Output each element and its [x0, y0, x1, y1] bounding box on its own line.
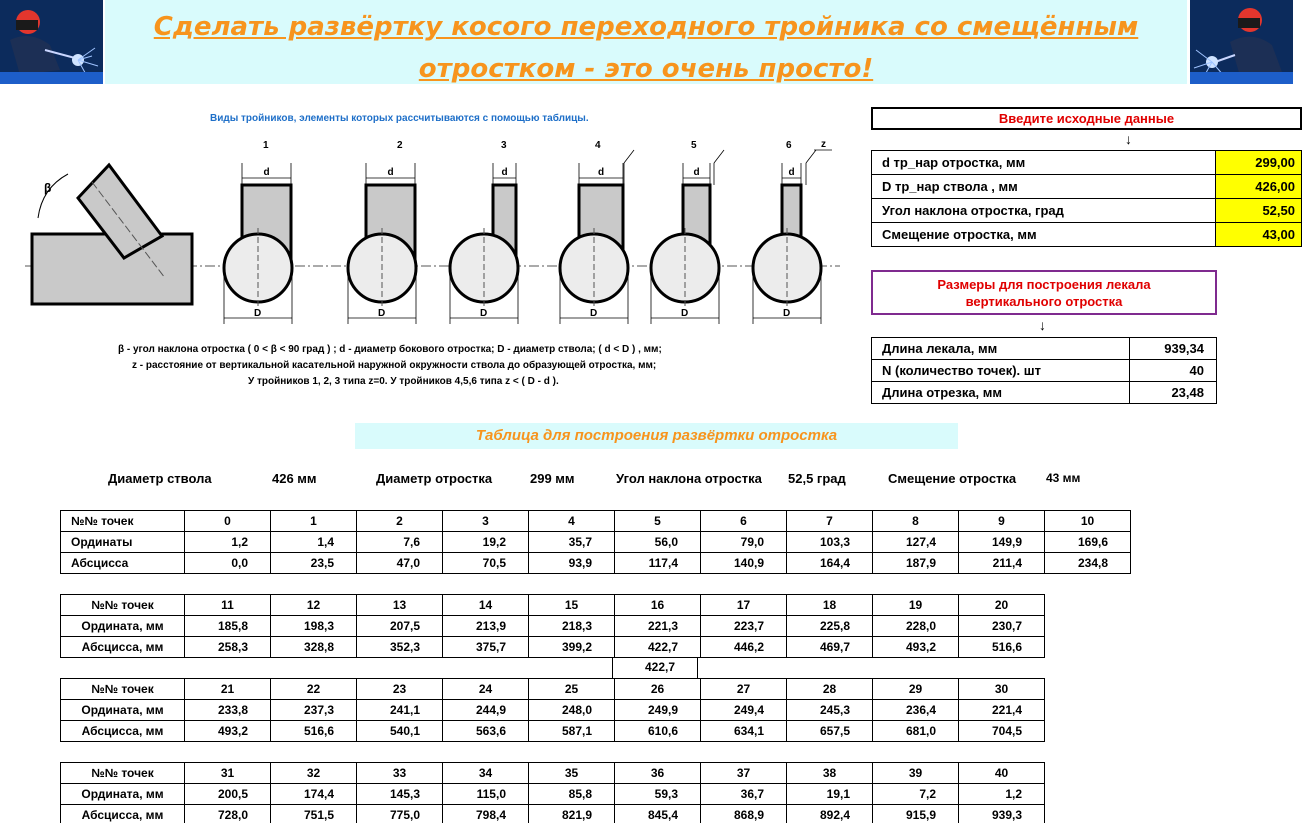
- point-number-cell: 3: [443, 511, 529, 532]
- tee-type-number: 2: [397, 140, 403, 151]
- trunk-diameter-input[interactable]: 426,00: [1216, 175, 1302, 199]
- ordinate-row: [61, 784, 1045, 805]
- abscissa-cell: 681,0: [873, 721, 959, 742]
- point-number-cell: 25: [529, 679, 615, 700]
- template-sizes-table: [871, 337, 1217, 404]
- abscissa-cell: 657,5: [787, 721, 873, 742]
- ordinate-cell: 85,8: [529, 784, 615, 805]
- point-number-cell: 19: [873, 595, 959, 616]
- row-header: Абсцисса, мм: [61, 805, 185, 823]
- abscissa-cell: 258,3: [185, 637, 271, 658]
- point-number-cell: 29: [873, 679, 959, 700]
- ordinate-cell: 7,2: [873, 784, 959, 805]
- dim-z-leader: [714, 150, 724, 163]
- point-number-cell: 17: [701, 595, 787, 616]
- welder-logo-left: [0, 0, 103, 84]
- tee-type-number: 3: [501, 140, 507, 151]
- template-sizes-title: [871, 270, 1217, 315]
- point-number-cell: 40: [959, 763, 1045, 784]
- point-number-cell: 20: [959, 595, 1045, 616]
- abscissa-cell: 493,2: [185, 721, 271, 742]
- offset-input[interactable]: 43,00: [1216, 223, 1302, 247]
- points-table-4: [60, 762, 1045, 823]
- input-data-title: Введите исходные данные: [871, 107, 1302, 130]
- point-number-cell: 31: [185, 763, 271, 784]
- abscissa-cell: 422,7: [615, 637, 701, 658]
- point-number-cell: 36: [615, 763, 701, 784]
- output-label: N (количество точек). шт: [872, 360, 1130, 382]
- legend-line3: У тройников 1, 2, 3 типа z=0. У тройников 4,5,6 типа z < ( D - d ).: [248, 376, 559, 387]
- extra-value-cell: 422,7: [612, 657, 698, 678]
- ordinate-cell: 115,0: [443, 784, 529, 805]
- abscissa-cell: 775,0: [357, 805, 443, 823]
- points-row: [61, 763, 1045, 784]
- point-number-cell: 26: [615, 679, 701, 700]
- page-title-line1: Сделать развёртку косого переходного тройника со смещённым: [153, 12, 1139, 42]
- ordinate-cell: 35,7: [529, 532, 615, 553]
- abscissa-cell: 798,4: [443, 805, 529, 823]
- ordinate-row: [61, 700, 1045, 721]
- point-number-cell: 35: [529, 763, 615, 784]
- abscissa-cell: 845,4: [615, 805, 701, 823]
- point-number-cell: 37: [701, 763, 787, 784]
- row-header: Ординаты: [61, 532, 185, 553]
- points-count-value: 40: [1130, 360, 1217, 382]
- tee-types-diagram: [20, 108, 850, 398]
- down-arrow-icon: ↓: [1125, 131, 1132, 147]
- trunk-diameter-label: Диаметр ствола: [108, 471, 212, 486]
- input-row-offset: [872, 223, 1302, 247]
- oblique-tee-figure: [32, 165, 192, 304]
- dim-D-label: D: [681, 308, 689, 319]
- ordinate-cell: 218,3: [529, 616, 615, 637]
- dim-D-label: D: [480, 308, 488, 319]
- point-number-cell: 32: [271, 763, 357, 784]
- point-number-cell: 4: [529, 511, 615, 532]
- abscissa-cell: 140,9: [701, 553, 787, 574]
- input-row-angle: [872, 199, 1302, 223]
- dim-z-label: z: [821, 139, 826, 150]
- input-data-table: [871, 150, 1302, 247]
- abscissa-cell: 939,3: [959, 805, 1045, 823]
- dim-D-label: D: [254, 308, 262, 319]
- output-row: [872, 338, 1217, 360]
- points-row: [61, 511, 1131, 532]
- point-number-cell: 38: [787, 763, 873, 784]
- offset-label: Смещение отростка: [888, 471, 1017, 486]
- row-header: №№ точек: [61, 595, 185, 616]
- abscissa-cell: 563,6: [443, 721, 529, 742]
- abscissa-cell: 399,2: [529, 637, 615, 658]
- ordinate-cell: 228,0: [873, 616, 959, 637]
- segment-length-value: 23,48: [1130, 382, 1217, 404]
- ordinate-cell: 241,1: [357, 700, 443, 721]
- tee-type-number: 6: [786, 140, 792, 151]
- ordinate-cell: 127,4: [873, 532, 959, 553]
- abscissa-cell: 446,2: [701, 637, 787, 658]
- abscissa-row: [61, 721, 1045, 742]
- template-title-line1: Размеры для построения лекала: [937, 277, 1151, 292]
- abscissa-cell: 328,8: [271, 637, 357, 658]
- down-arrow-icon: ↓: [1039, 317, 1046, 333]
- ordinate-cell: 207,5: [357, 616, 443, 637]
- row-header: №№ точек: [61, 679, 185, 700]
- point-number-cell: 18: [787, 595, 873, 616]
- dim-z-leader: [806, 150, 816, 163]
- point-number-cell: 39: [873, 763, 959, 784]
- tee-type-number: 1: [263, 140, 269, 151]
- dim-d-label: d: [501, 167, 508, 178]
- angle-value: 52,5 град: [788, 471, 846, 486]
- point-number-cell: 33: [357, 763, 443, 784]
- ordinate-cell: 237,3: [271, 700, 357, 721]
- abscissa-cell: 70,5: [443, 553, 529, 574]
- tee-type-number: 4: [595, 140, 601, 151]
- dim-d-label: d: [598, 167, 605, 178]
- abscissa-cell: 211,4: [959, 553, 1045, 574]
- point-number-cell: 21: [185, 679, 271, 700]
- abscissa-cell: 751,5: [271, 805, 357, 823]
- point-number-cell: 15: [529, 595, 615, 616]
- abscissa-row: [61, 805, 1045, 823]
- ordinate-row: [61, 532, 1131, 553]
- welder-logo-right: [1190, 0, 1293, 84]
- offset-value: 43 мм: [1046, 471, 1081, 485]
- abscissa-cell: 516,6: [271, 721, 357, 742]
- abscissa-cell: 234,8: [1045, 553, 1131, 574]
- row-header: Ордината, мм: [61, 700, 185, 721]
- dim-z-leader: [624, 150, 634, 163]
- abscissa-row: [61, 637, 1045, 658]
- ordinate-cell: 249,4: [701, 700, 787, 721]
- ordinate-cell: 174,4: [271, 784, 357, 805]
- dim-d-label: d: [263, 167, 270, 178]
- ordinate-cell: 59,3: [615, 784, 701, 805]
- dim-d-label: d: [788, 167, 795, 178]
- legend-line2: z - расстояние от вертикальной касательной наружной окружности ствола до образующей отростка, мм;: [132, 360, 657, 371]
- ordinate-cell: 236,4: [873, 700, 959, 721]
- ordinate-cell: 213,9: [443, 616, 529, 637]
- point-number-cell: 6: [701, 511, 787, 532]
- abscissa-cell: 610,6: [615, 721, 701, 742]
- ordinate-cell: 223,7: [701, 616, 787, 637]
- points-table-2: [60, 594, 1045, 658]
- table-title: Таблица для построения развёртки отростка: [355, 423, 958, 449]
- ordinate-cell: 145,3: [357, 784, 443, 805]
- ordinate-cell: 1,2: [185, 532, 271, 553]
- abscissa-row: [61, 553, 1131, 574]
- ordinate-cell: 1,2: [959, 784, 1045, 805]
- branch-diameter-input[interactable]: 299,00: [1216, 151, 1302, 175]
- row-header: Ордината, мм: [61, 616, 185, 637]
- dim-D-label: D: [378, 308, 386, 319]
- input-label: Угол наклона отростка, град: [872, 199, 1216, 223]
- abscissa-cell: 93,9: [529, 553, 615, 574]
- page-title-line2: отростком - это очень просто!: [418, 54, 874, 84]
- point-number-cell: 27: [701, 679, 787, 700]
- abscissa-cell: 516,6: [959, 637, 1045, 658]
- abscissa-cell: 164,4: [787, 553, 873, 574]
- point-number-cell: 11: [185, 595, 271, 616]
- point-number-cell: 9: [959, 511, 1045, 532]
- row-header: Абсцисса, мм: [61, 637, 185, 658]
- point-number-cell: 5: [615, 511, 701, 532]
- ordinate-cell: 19,2: [443, 532, 529, 553]
- point-number-cell: 2: [357, 511, 443, 532]
- points-table-1: [60, 510, 1131, 574]
- points-table-3: [60, 678, 1045, 742]
- template-length-value: 939,34: [1130, 338, 1217, 360]
- ordinate-cell: 7,6: [357, 532, 443, 553]
- abscissa-cell: 704,5: [959, 721, 1045, 742]
- ordinate-cell: 36,7: [701, 784, 787, 805]
- dim-D-label: D: [783, 308, 791, 319]
- row-header: Абсцисса: [61, 553, 185, 574]
- points-row: [61, 595, 1045, 616]
- input-row-trunk-diameter: [872, 175, 1302, 199]
- abscissa-cell: 634,1: [701, 721, 787, 742]
- ordinate-cell: 169,6: [1045, 532, 1131, 553]
- ordinate-row: [61, 616, 1045, 637]
- ordinate-cell: 248,0: [529, 700, 615, 721]
- point-number-cell: 0: [185, 511, 271, 532]
- point-number-cell: 10: [1045, 511, 1131, 532]
- ordinate-cell: 1,4: [271, 532, 357, 553]
- ordinate-cell: 225,8: [787, 616, 873, 637]
- point-number-cell: 22: [271, 679, 357, 700]
- trunk-diameter-value: 426 мм: [272, 471, 317, 486]
- output-row: [872, 360, 1217, 382]
- abscissa-cell: 187,9: [873, 553, 959, 574]
- abscissa-cell: 892,4: [787, 805, 873, 823]
- abscissa-cell: 587,1: [529, 721, 615, 742]
- abscissa-cell: 915,9: [873, 805, 959, 823]
- tee-type-number: 5: [691, 140, 697, 151]
- ordinate-cell: 249,9: [615, 700, 701, 721]
- point-number-cell: 16: [615, 595, 701, 616]
- angle-input[interactable]: 52,50: [1216, 199, 1302, 223]
- output-label: Длина отрезка, мм: [872, 382, 1130, 404]
- abscissa-cell: 375,7: [443, 637, 529, 658]
- point-number-cell: 14: [443, 595, 529, 616]
- abscissa-cell: 868,9: [701, 805, 787, 823]
- ordinate-cell: 244,9: [443, 700, 529, 721]
- ordinate-cell: 198,3: [271, 616, 357, 637]
- template-title-line2: вертикального отростка: [965, 294, 1123, 309]
- row-header: №№ точек: [61, 763, 185, 784]
- point-number-cell: 28: [787, 679, 873, 700]
- dim-D-label: D: [590, 308, 598, 319]
- point-number-cell: 23: [357, 679, 443, 700]
- beta-label: β: [44, 181, 52, 195]
- abscissa-cell: 0,0: [185, 553, 271, 574]
- output-label: Длина лекала, мм: [872, 338, 1130, 360]
- ordinate-cell: 200,5: [185, 784, 271, 805]
- row-header: Ордината, мм: [61, 784, 185, 805]
- input-label: Смещение отростка, мм: [872, 223, 1216, 247]
- ordinate-cell: 149,9: [959, 532, 1045, 553]
- ordinate-cell: 185,8: [185, 616, 271, 637]
- ordinate-cell: 230,7: [959, 616, 1045, 637]
- abscissa-cell: 469,7: [787, 637, 873, 658]
- ordinate-cell: 103,3: [787, 532, 873, 553]
- point-number-cell: 12: [271, 595, 357, 616]
- abscissa-cell: 117,4: [615, 553, 701, 574]
- legend-line1: β - угол наклона отростка ( 0 < β < 90 град ) ; d - диаметр бокового отростка; D - диаметр ствола; ( d < D ) , мм;: [118, 344, 662, 355]
- point-number-cell: 8: [873, 511, 959, 532]
- ordinate-cell: 245,3: [787, 700, 873, 721]
- abscissa-cell: 23,5: [271, 553, 357, 574]
- abscissa-cell: 728,0: [185, 805, 271, 823]
- point-number-cell: 24: [443, 679, 529, 700]
- ordinate-cell: 221,3: [615, 616, 701, 637]
- ordinate-cell: 56,0: [615, 532, 701, 553]
- ordinate-cell: 233,8: [185, 700, 271, 721]
- input-label: d тр_нар отростка, мм: [872, 151, 1216, 175]
- point-number-cell: 30: [959, 679, 1045, 700]
- row-header: №№ точек: [61, 511, 185, 532]
- branch-diameter-value: 299 мм: [530, 471, 575, 486]
- abscissa-cell: 821,9: [529, 805, 615, 823]
- ordinate-cell: 19,1: [787, 784, 873, 805]
- dim-d-label: d: [387, 167, 394, 178]
- dim-d-label: d: [693, 167, 700, 178]
- abscissa-cell: 352,3: [357, 637, 443, 658]
- row-header: Абсцисса, мм: [61, 721, 185, 742]
- point-number-cell: 7: [787, 511, 873, 532]
- point-number-cell: 13: [357, 595, 443, 616]
- input-label: D тр_нар ствола , мм: [872, 175, 1216, 199]
- branch-diameter-label: Диаметр отростка: [376, 471, 493, 486]
- abscissa-cell: 540,1: [357, 721, 443, 742]
- abscissa-cell: 493,2: [873, 637, 959, 658]
- output-row: [872, 382, 1217, 404]
- input-row-branch-diameter: [872, 151, 1302, 175]
- ordinate-cell: 221,4: [959, 700, 1045, 721]
- ordinate-cell: 79,0: [701, 532, 787, 553]
- points-row: [61, 679, 1045, 700]
- page-title: [105, 6, 1187, 90]
- point-number-cell: 34: [443, 763, 529, 784]
- diagram-caption: Виды тройников, элементы которых рассчитываются с помощью таблицы.: [210, 113, 589, 124]
- point-number-cell: 1: [271, 511, 357, 532]
- angle-label: Угол наклона отростка: [616, 471, 762, 486]
- abscissa-cell: 47,0: [357, 553, 443, 574]
